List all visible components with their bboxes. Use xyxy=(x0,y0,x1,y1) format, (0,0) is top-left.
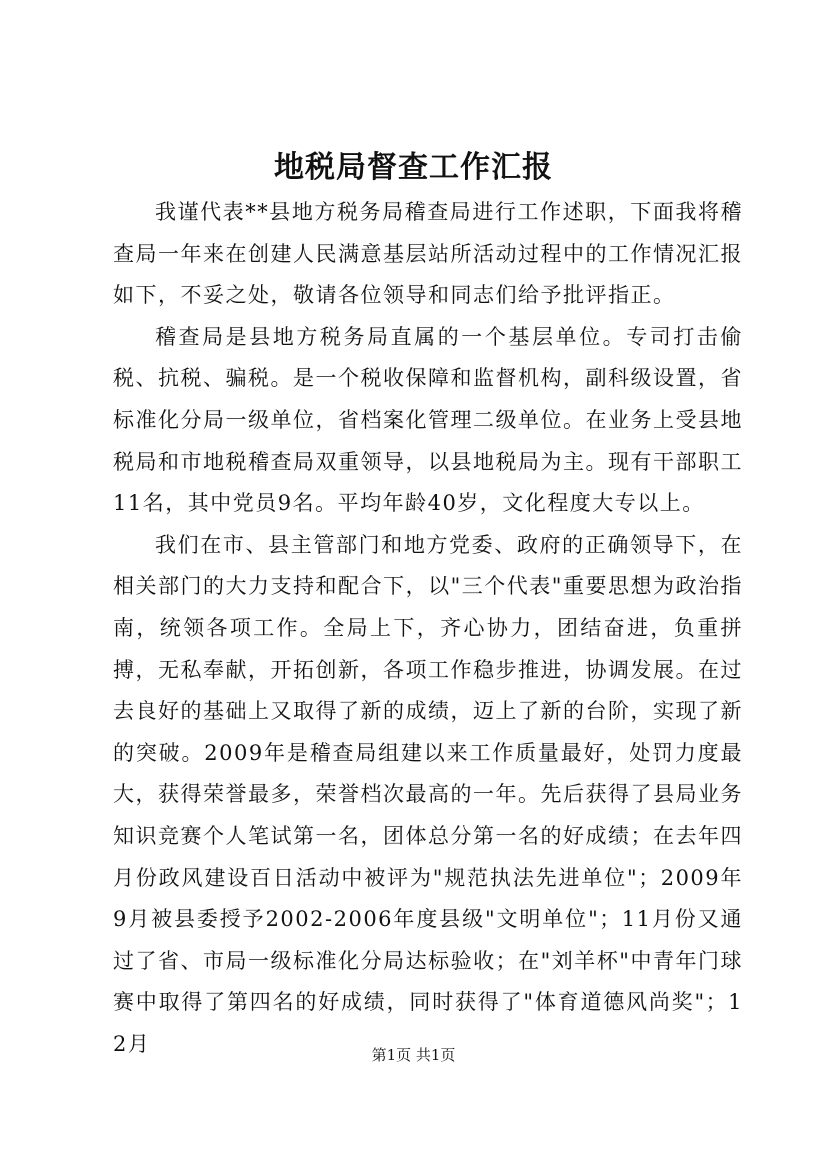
paragraph-1: 我谨代表**县地方税务局稽查局进行工作述职，下面我将稽查局一年来在创建人民满意基层站所活动过程中的工作情况汇报如下，不妥之处，敬请各位领导和同志们给予批评指正。 xyxy=(113,200,743,308)
paragraph-3: 我们在市、县主管部门和地方党委、政府的正确领导下，在相关部门的大力支持和配合下，以"三个代表"重要思想为政治指南，统领各项工作。全局上下，齐心协力，团结奋进，负重拼搏，无私奉献，开拓创新，各项工作稳步推进，协调发展。在过去良好的基础上又取得了新的成绩，迈上了新的台阶，实现了新的突破。2009年是稽查局组建以来工作质量最好，处罚力度最大，获得荣誉最多，荣誉档次最高的一年。先后获得了县局业务知识竞赛个人笔试第一名，团体总分第一名的好成绩；在去年四月份政风建设百日活动中被评为"规范执法先进单位"；2009年9月被县委授予2002-2006年度县级"文明单位"；11月份又通过了省、市局一级标准化分局达标验收；在"刘羊杯"中青年门球赛中取得了第四名的好成绩，同时获得了"体育道德风尚奖"；12月 xyxy=(113,532,743,1056)
document-body xyxy=(113,192,743,1065)
page-footer: 第1页 共1页 xyxy=(371,1046,456,1064)
document-title: 地税局督查工作汇报 xyxy=(274,150,553,185)
paragraph-2: 稽查局是县地方税务局直属的一个基层单位。专司打击偷税、抗税、骗税。是一个税收保障和监督机构，副科级设置，省标准化分局一级单位，省档案化管理二级单位。在业务上受县地税局和市地税稽查局双重领导，以县地税局为主。现有干部职工11名，其中党员9名。平均年龄40岁，文化程度大专以上。 xyxy=(113,324,743,516)
